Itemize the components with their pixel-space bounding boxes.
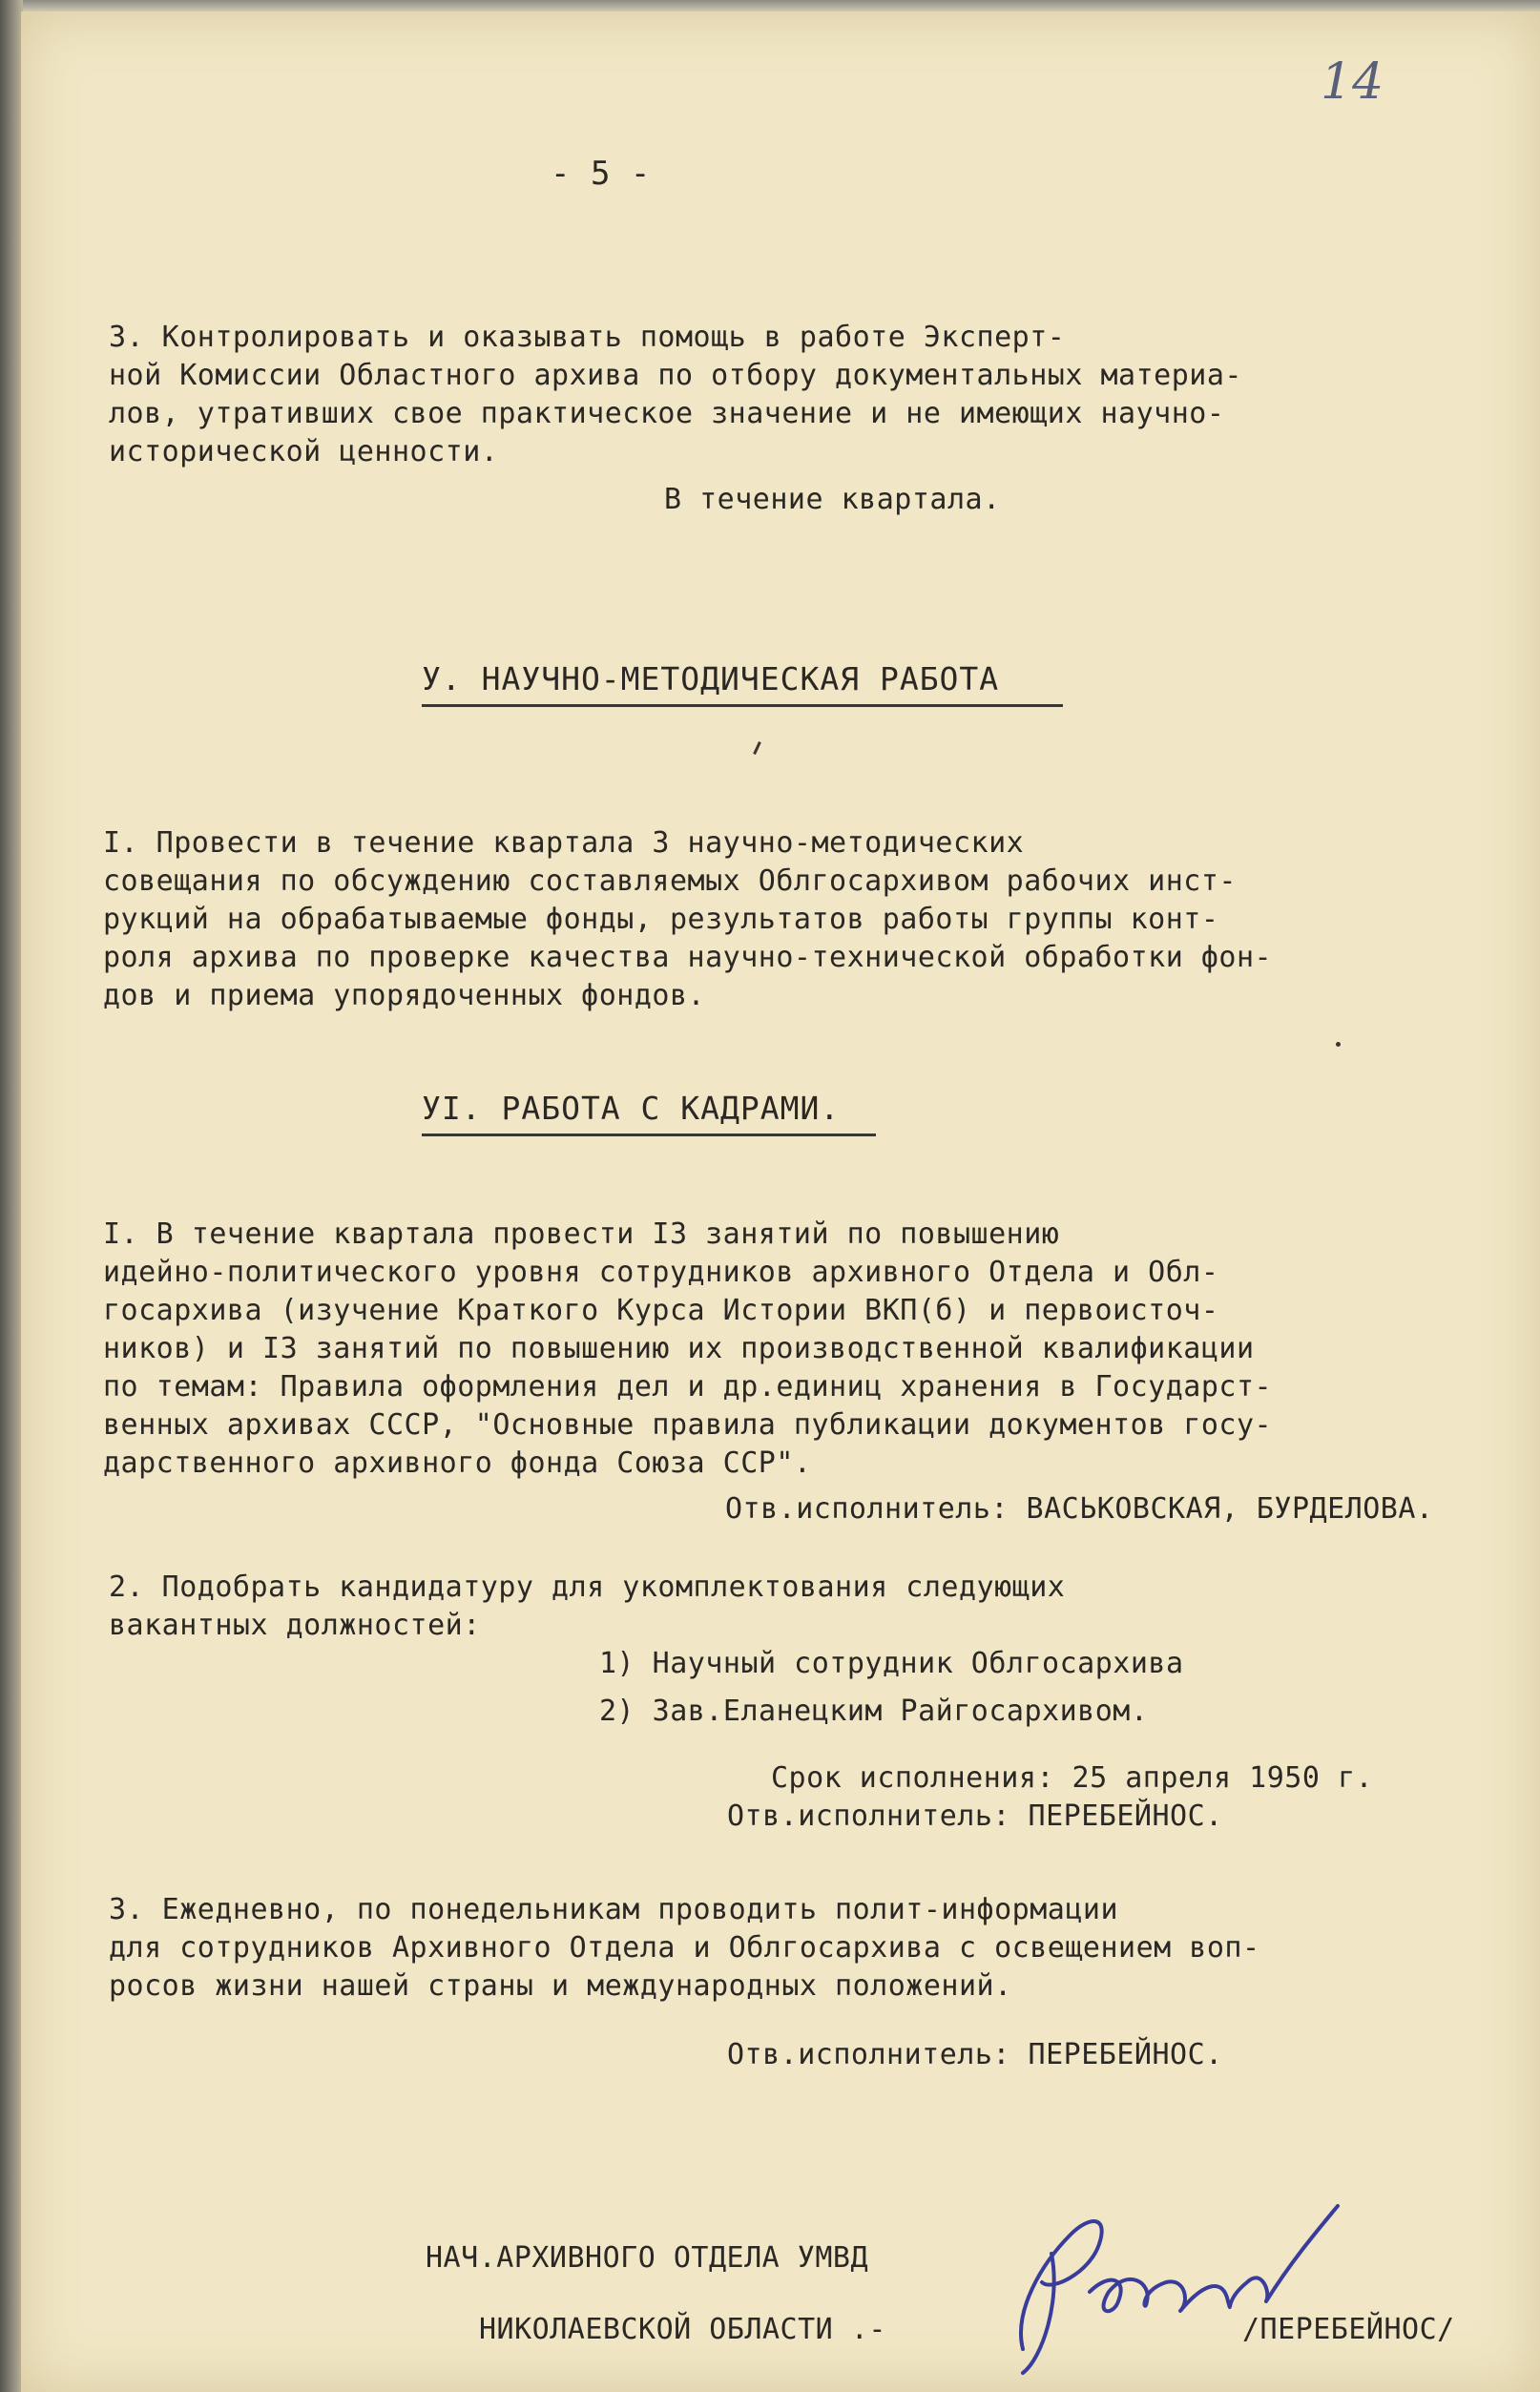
footer-name: /ПЕРЕБЕЙНОС/ (1242, 2313, 1455, 2346)
section6-item2-responsible: Отв.исполнитель: ПЕРЕБЕЙНОС. (727, 1799, 1223, 1833)
ink-speck (1336, 1042, 1341, 1047)
footer-position-line1: НАЧ.АРХИВНОГО ОТДЕЛА УМВД (426, 2241, 869, 2275)
section6-item2-position2: 2) Зав.Еланецким Райгосархивом. (599, 1695, 1149, 1728)
section5-item1: I. Провести в течение квартала 3 научно-методических совещания по обсуждению составляемых Облгосархивом рабочих инст- рукций на обрабатываемые фонды, результатов работы группы конт- роля архива по проверке качества научно-технической обработки фон- дов и приема упорядоченных фондов. (103, 826, 1273, 1012)
section6-item3: 3. Ежедневно, по понедельникам проводить полит-информации для сотрудников Архивного Отдела и Облгосархива с освещением воп- росов жизни нашей страны и международных положений. (109, 1893, 1260, 2003)
ink-mark (753, 741, 761, 755)
section5-title: У. НАУЧНО-МЕТОДИЧЕСКАЯ РАБОТА (422, 660, 1000, 697)
section6-item2-position1: 1) Научный сотрудник Облгосархива (599, 1647, 1184, 1680)
section6-item3-responsible: Отв.исполнитель: ПЕРЕБЕЙНОС. (727, 2038, 1223, 2071)
section6-item1-responsible: Отв.исполнитель: ВАСЬКОВСКАЯ, БУРДЕЛОВА. (725, 1492, 1434, 1526)
document-page (21, 11, 1540, 2392)
section6-item1: I. В течение квартала провести I3 занятий по повышению идейно-политического уровня сотрудников архивного Отдела и Обл- госархива (изучение Краткого Курса Истории ВКП(б) и первоисточ- ников) и I3 занятий по повышению их производственной квалификации по темам: Правила оформления дел и др.единиц хранения в Государст- венных архивах СССР, "Основные правила публикации документов госу- дарственного архивного фонда Союза ССР". (103, 1217, 1273, 1480)
section5-title-underline (422, 704, 1063, 707)
footer-position-line2: НИКОЛАЕВСКОЙ ОБЛАСТИ .- (479, 2313, 886, 2346)
page-number: - 5 - (551, 155, 651, 193)
item3-term: В течение квартала. (664, 483, 1001, 516)
section6-title: УI. РАБОТА С КАДРАМИ. (422, 1090, 841, 1127)
handwritten-signature (985, 2149, 1366, 2387)
folio-number: 14 (1321, 53, 1384, 111)
section6-item2: 2. Подобрать кандидатуру для укомплектования следующих вакантных должностей: (109, 1570, 1066, 1642)
section6-title-underline (422, 1134, 876, 1136)
scan-edge-left (0, 0, 23, 2392)
item3-control-paragraph: 3. Контролировать и оказывать помощь в работе Эксперт- ной Комиссии Областного архива по отбору документальных материа- лов, утративших свое практическое значение и не имеющих научно- исторической ценности. (109, 321, 1242, 468)
section6-item2-term: Срок исполнения: 25 апреля 1950 г. (771, 1761, 1374, 1795)
